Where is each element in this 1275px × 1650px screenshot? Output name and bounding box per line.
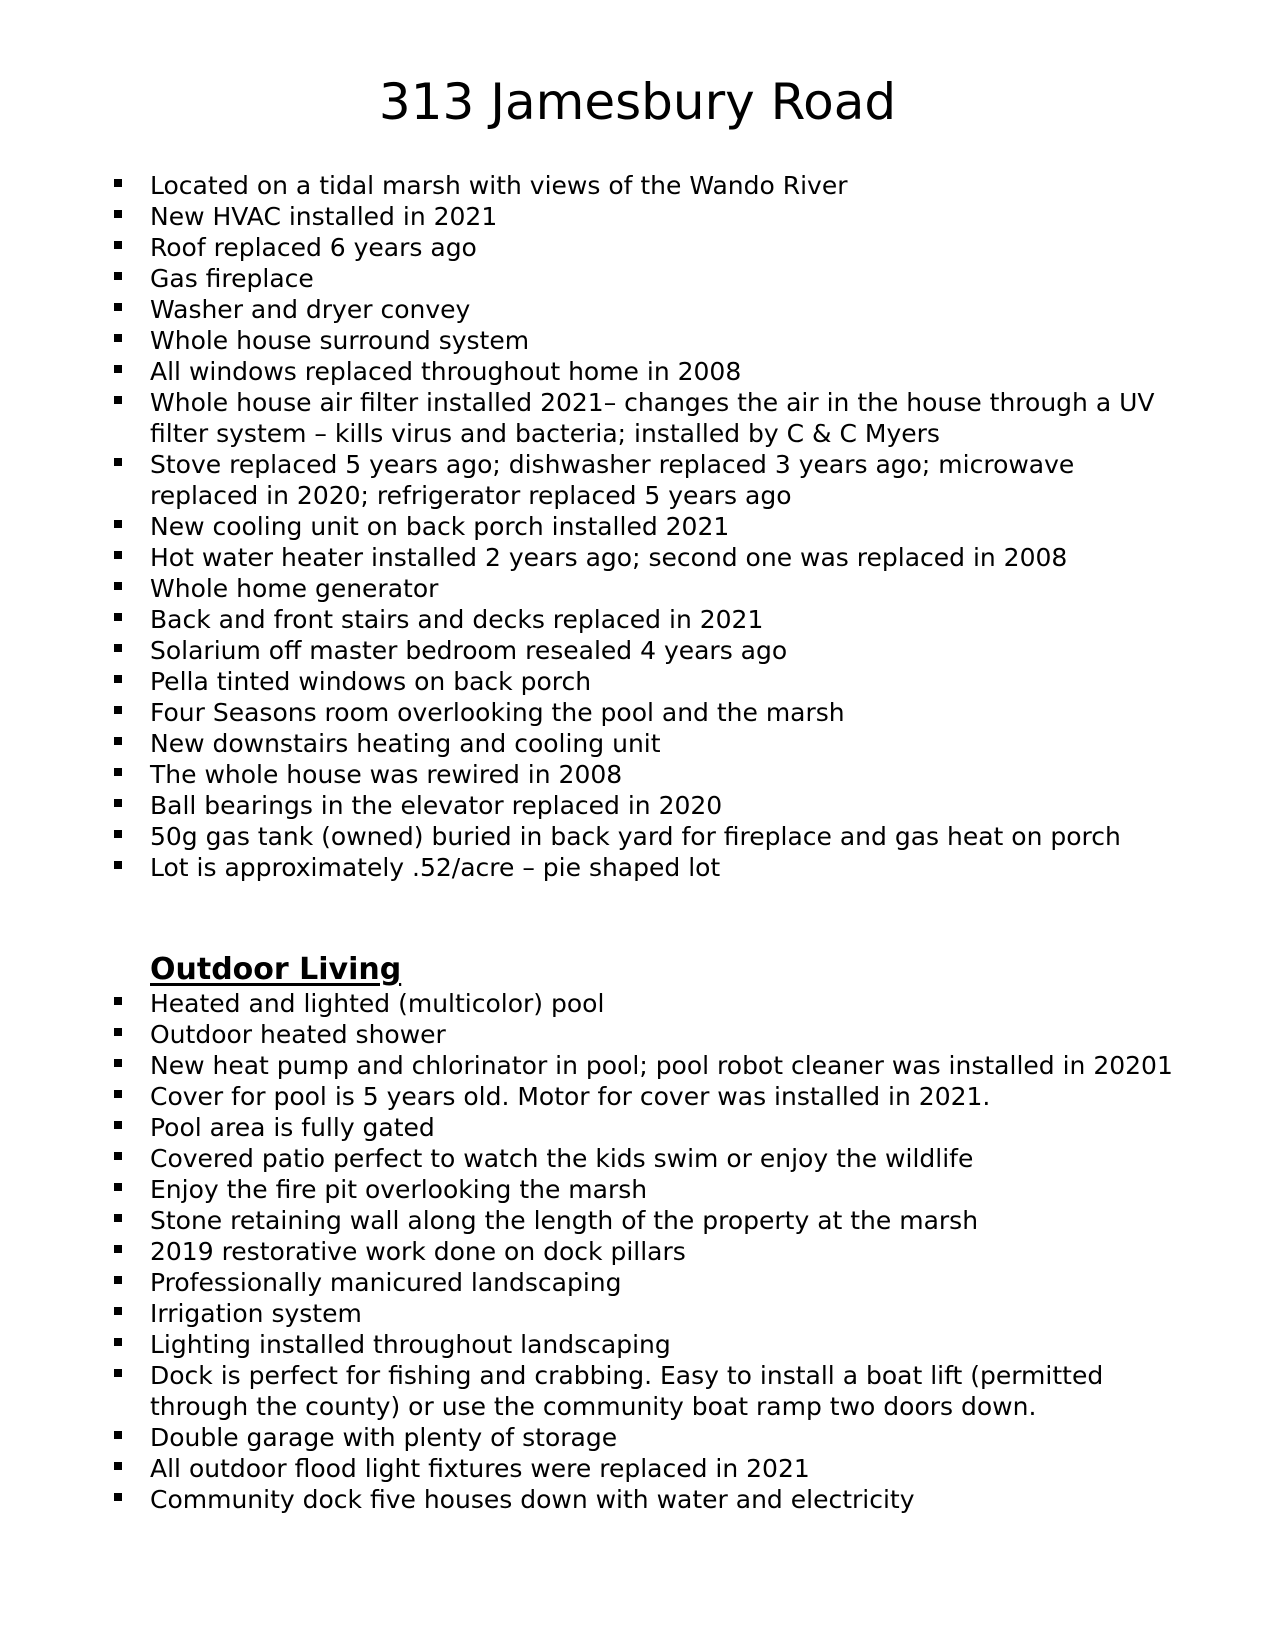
bullet-marker-icon <box>114 1369 122 1377</box>
bullet-marker-icon <box>114 303 122 311</box>
feature-item-text: Back and front stairs and decks replaced in 2021 <box>150 605 764 634</box>
bullet-marker-icon <box>114 799 122 807</box>
bullet-marker-icon <box>114 1214 122 1222</box>
feature-item-text: Pella tinted windows on back porch <box>150 667 592 696</box>
outdoor-feature-item-text: Dock is perfect for fishing and crabbing. Easy to install a boat lift (permitted through the county) or use the community boat ramp two doors down. <box>150 1361 1104 1421</box>
bullet-marker-icon <box>114 1276 122 1284</box>
outdoor-feature-item <box>110 1329 1190 1360</box>
bullet-marker-icon <box>114 768 122 776</box>
outdoor-feature-item <box>110 1205 1190 1236</box>
outdoor-feature-item-text: Community dock five houses down with water and electricity <box>150 1485 915 1514</box>
outdoor-feature-item <box>110 1267 1190 1298</box>
feature-item <box>110 728 1190 759</box>
outdoor-feature-item <box>110 1453 1190 1484</box>
outdoor-feature-item-text: Professionally manicured landscaping <box>150 1268 622 1297</box>
feature-item-text: Ball bearings in the elevator replaced in 2020 <box>150 791 723 820</box>
bullet-marker-icon <box>114 241 122 249</box>
bullet-marker-icon <box>114 1431 122 1439</box>
bullet-marker-icon <box>114 830 122 838</box>
outdoor-feature-item-text: Outdoor heated shower <box>150 1020 446 1049</box>
feature-item-text: Gas fireplace <box>150 264 314 293</box>
page-title: 313 Jamesbury Road <box>378 73 897 131</box>
feature-item <box>110 697 1190 728</box>
bullet-marker-icon <box>114 272 122 280</box>
bullet-marker-icon <box>114 1462 122 1470</box>
feature-item <box>110 511 1190 542</box>
feature-item <box>110 542 1190 573</box>
bullet-marker-icon <box>114 737 122 745</box>
bullet-marker-icon <box>114 179 122 187</box>
outdoor-feature-item <box>110 1236 1190 1267</box>
bullet-marker-icon <box>114 997 122 1005</box>
bullet-marker-icon <box>114 613 122 621</box>
bullet-marker-icon <box>114 520 122 528</box>
outdoor-feature-item-text: Irrigation system <box>150 1299 362 1328</box>
feature-item-text: New HVAC installed in 2021 <box>150 202 498 231</box>
outdoor-feature-item <box>110 1298 1190 1329</box>
outdoor-feature-item-text: All outdoor flood light fixtures were replaced in 2021 <box>150 1454 810 1483</box>
bullet-marker-icon <box>114 334 122 342</box>
outdoor-feature-item-text: Heated and lighted (multicolor) pool <box>150 989 605 1018</box>
outdoor-feature-item-text: New heat pump and chlorinator in pool; pool robot cleaner was installed in 20201 <box>150 1051 1173 1080</box>
outdoor-feature-item-text: Double garage with plenty of storage <box>150 1423 618 1452</box>
feature-item <box>110 201 1190 232</box>
bullet-marker-icon <box>114 1028 122 1036</box>
bullet-marker-icon <box>114 365 122 373</box>
features-list <box>110 170 1190 883</box>
outdoor-feature-item-text: 2019 restorative work done on dock pillars <box>150 1237 686 1266</box>
outdoor-feature-item <box>110 1422 1190 1453</box>
outdoor-feature-item <box>110 1081 1190 1112</box>
feature-item-text: Stove replaced 5 years ago; dishwasher replaced 3 years ago; microwave replaced in 2020; refrigerator replaced 5 years ago <box>150 450 1075 510</box>
bullet-marker-icon <box>114 861 122 869</box>
feature-item <box>110 263 1190 294</box>
outdoor-feature-item-text: Cover for pool is 5 years old. Motor for cover was installed in 2021. <box>150 1082 991 1111</box>
feature-item <box>110 604 1190 635</box>
feature-item <box>110 852 1190 883</box>
feature-item <box>110 790 1190 821</box>
bullet-marker-icon <box>114 458 122 466</box>
outdoor-feature-item-text: Stone retaining wall along the length of the property at the marsh <box>150 1206 979 1235</box>
feature-item-text: Solarium off master bedroom resealed 4 years ago <box>150 636 788 665</box>
outdoor-feature-item-text: Enjoy the fire pit overlooking the marsh <box>150 1175 648 1204</box>
outdoor-feature-item-text: Covered patio perfect to watch the kids swim or enjoy the wildlife <box>150 1144 974 1173</box>
outdoor-feature-item <box>110 1174 1190 1205</box>
outdoor-feature-item <box>110 1360 1190 1422</box>
feature-item-text: New downstairs heating and cooling unit <box>150 729 661 758</box>
feature-item-text: All windows replaced throughout home in 2008 <box>150 357 742 386</box>
feature-item <box>110 232 1190 263</box>
bullet-marker-icon <box>114 582 122 590</box>
outdoor-feature-item <box>110 1050 1190 1081</box>
feature-item-text: Roof replaced 6 years ago <box>150 233 477 262</box>
feature-item <box>110 635 1190 666</box>
feature-item-text: Located on a tidal marsh with views of the Wando River <box>150 171 848 200</box>
feature-item-text: Lot is approximately .52/acre – pie shaped lot <box>150 853 721 882</box>
bullet-marker-icon <box>114 1059 122 1067</box>
feature-item <box>110 356 1190 387</box>
feature-item <box>110 666 1190 697</box>
bullet-marker-icon <box>114 675 122 683</box>
outdoor-living-heading: Outdoor Living <box>150 952 402 987</box>
bullet-marker-icon <box>114 1183 122 1191</box>
feature-item-text: Hot water heater installed 2 years ago; second one was replaced in 2008 <box>150 543 1068 572</box>
feature-item-text: Whole home generator <box>150 574 439 603</box>
outdoor-features-list <box>110 988 1190 1515</box>
bullet-marker-icon <box>114 396 122 404</box>
outdoor-feature-item <box>110 1019 1190 1050</box>
bullet-marker-icon <box>114 1338 122 1346</box>
feature-item-text: Four Seasons room overlooking the pool and the marsh <box>150 698 845 727</box>
feature-item-text: 50g gas tank (owned) buried in back yard for fireplace and gas heat on porch <box>150 822 1121 851</box>
bullet-marker-icon <box>114 1307 122 1315</box>
feature-item <box>110 325 1190 356</box>
outdoor-feature-item <box>110 1484 1190 1515</box>
bullet-marker-icon <box>114 644 122 652</box>
bullet-marker-icon <box>114 1493 122 1501</box>
bullet-marker-icon <box>114 1245 122 1253</box>
outdoor-feature-item-text: Lighting installed throughout landscaping <box>150 1330 671 1359</box>
bullet-marker-icon <box>114 1090 122 1098</box>
bullet-marker-icon <box>114 551 122 559</box>
bullet-marker-icon <box>114 1121 122 1129</box>
feature-item-text: Whole house surround system <box>150 326 530 355</box>
feature-item <box>110 170 1190 201</box>
bullet-marker-icon <box>114 1152 122 1160</box>
outdoor-feature-item-text: Pool area is fully gated <box>150 1113 435 1142</box>
feature-item <box>110 821 1190 852</box>
bullet-marker-icon <box>114 706 122 714</box>
outdoor-feature-item <box>110 1143 1190 1174</box>
feature-item <box>110 573 1190 604</box>
feature-item <box>110 294 1190 325</box>
feature-item <box>110 759 1190 790</box>
bullet-marker-icon <box>114 210 122 218</box>
feature-item <box>110 387 1190 449</box>
outdoor-feature-item <box>110 988 1190 1019</box>
feature-item-text: New cooling unit on back porch installed 2021 <box>150 512 730 541</box>
feature-item-text: Washer and dryer convey <box>150 295 471 324</box>
outdoor-feature-item <box>110 1112 1190 1143</box>
feature-item-text: Whole house air filter installed 2021– changes the air in the house through a UV filter system – kills virus and bacteria; installed by C & C Myers <box>150 388 1155 448</box>
feature-item <box>110 449 1190 511</box>
feature-item-text: The whole house was rewired in 2008 <box>150 760 623 789</box>
